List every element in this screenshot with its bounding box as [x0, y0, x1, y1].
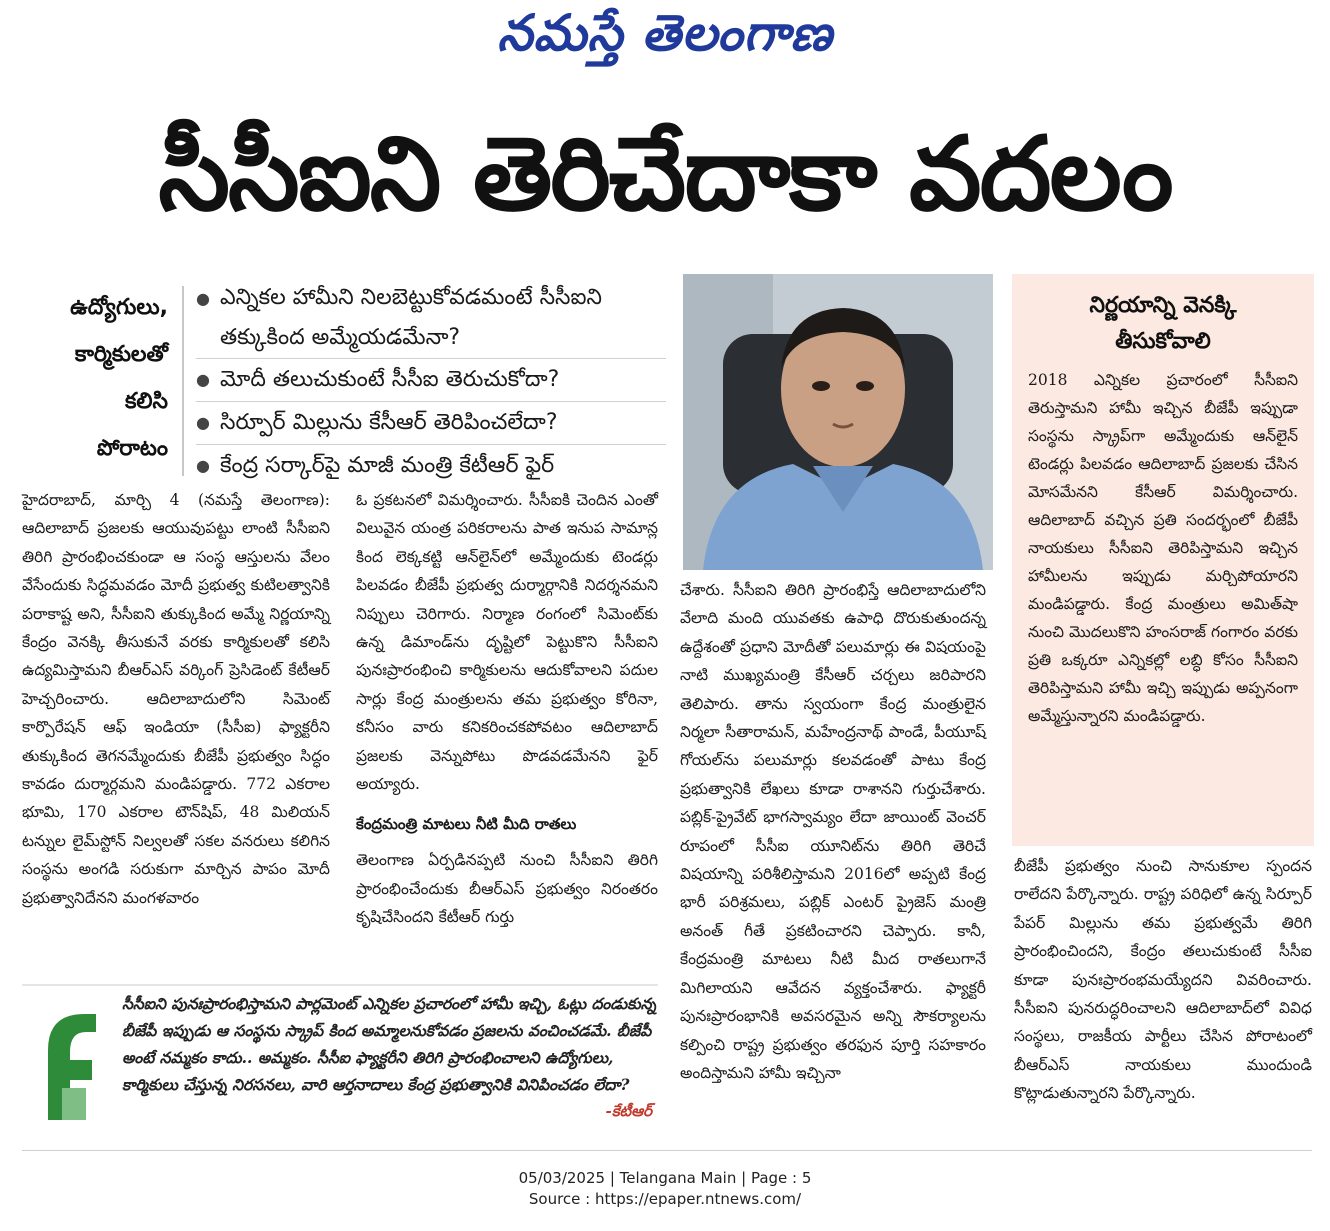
bullet-dot-icon: ● [196, 413, 210, 432]
sidebar-body: 2018 ఎన్నికల ప్రచారంలో సీసీఐని తెరుస్తామని హామీ ఇచ్చిన బీజేపీ ఇప్పుడా సంస్థను స్క్రాప్‌గా అమ్మేందుకు ఆన్‌లైన్ టెండర్లు పిలవడం ఆదిలాబాద్ ప్రజలకు చేసిన మోసమేనని కేసీఆర్ విమర్శించారు. ఆదిలాబాద్ వచ్చిన ప్రతి సందర్భంలో బీజేపీ నాయకులు సీసీఐని తెరిపిస్తామని ఇచ్చిన హామీలను ఇప్పుడు మర్చిపోయారని మండిపడ్డారు. కేంద్ర మంత్రులు అమిత్‌షా నుంచి మొదలుకొని హంసరాజ్ గంగారం వరకు ప్రతి ఒక్కరూ ఎన్నికల్లో లబ్ధి కోసం సీసీఐని తెరిపిస్తామని హామీ ఇచ్చి ఇప్పుడు అప్పనంగా అమ్మేస్తున్నారని మండిపడ్డారు. [1028, 371, 1298, 725]
bullet-text: ఎన్నికల హామీని నిలబెట్టుకోవడమంటే సీసీఐని తక్కుకింద అమ్మేయడమేనా? [220, 285, 602, 350]
footer-date-line: 05/03/2025 | Telangana Main | Page : 5 [518, 1169, 812, 1187]
article-paragraph: బీజేపీ ప్రభుత్వం నుంచి సానుకూల స్పందన రాలేదని పేర్కొన్నారు. రాష్ట్ర పరిధిలో ఉన్న సిర్పూర్ పేపర్ మిల్లును తమ ప్రభుత్వమే తిరిగి ప్రారంభించిందని, కేంద్రం తలుచుకుంటే సీసీఐ కూడా పునఃప్రారంభమయ్యేదని వివరించారు. సీసీఐని పునరుద్ధరించాలని ఆదిలాబాద్‌లో వివిధ సంస్థలు, రాజకీయ పార్టీలు చేసిన పోరాటంలో బీఆర్ఎస్ నాయకులు ముందుండి కొట్లాడుతున్నారని పేర్కొన్నారు. [1014, 857, 1312, 1103]
article-paragraph: ఓ ప్రకటనలో విమర్శించారు. సీసీఐకి చెందిన ఎంతో విలువైన యంత్ర పరికరాలను పాత ఇనుప సామాన్ల కింద లెక్కకట్టి ఆన్‌లైన్‌లో అమ్మేందుకు టెండర్లు పిలవడం బీజేపీ ప్రభుత్వ దుర్మార్గానికి నిదర్శనమని నిప్పులు చెరిగారు. నిర్మాణ రంగంలో సిమెంట్‌కు ఉన్న డిమాండ్‌ను దృష్టిలో పెట్టుకొని సీసీఐని పునఃప్రారంభించి కార్మికులను ఆదుకోవాలని పదుల సార్లు కేంద్ర మంత్రులను తమ ప్రభుత్వం కోరినా, కనీసం వారు కనికరించకపోవటం ఆదిలాబాద్ ప్రజలకు వెన్నుపోటు పొడవడమేనని ఫైర్ అయ్యారు. [356, 491, 658, 794]
quote-text: సీసీఐని పునఃప్రారంభిస్తామని పార్లమెంట్ ఎన్నికల ప్రచారంలో హామీ ఇచ్చి, ఓట్లు దండుకున్న బీజేపీ ఇప్పుడు ఆ సంస్థను స్క్రాప్ కింద అమ్మాలనుకోవడం ప్రజలను వంచించడమే. బీజేపీ అంటే నమ్మకం కాదు.. అమ్మకం. సీసీఐ ఫ్యాక్టరీని తిరిగి ప్రారంభించాలని ఉద్యోగులు, కార్మికులు చేస్తున్న నిరసనలు, వారి ఆర్తనాదాలు కేంద్ర ప్రభుత్వానికి వినిపించడం లేదా? [122, 994, 657, 1094]
article-column-3 [680, 576, 986, 1087]
article-column-2 [356, 486, 658, 932]
article-subhead: కేంద్రమంత్రి మాటలు నీటి మీది రాతలు [356, 815, 577, 834]
kicker-divider [182, 286, 184, 476]
kicker [18, 284, 168, 472]
bullet-text: మోదీ తలుచుకుంటే సీసీఐ తెరుచుకోదా? [220, 367, 560, 392]
article-column-4 [1014, 852, 1312, 1108]
bullet-dot-icon: ● [196, 289, 210, 308]
sidebar-title-line: తీసుకోవాలి [1115, 329, 1211, 354]
bullet-item [196, 445, 666, 487]
pull-quote [22, 990, 662, 1140]
quote-mark-icon [40, 1010, 100, 1120]
kicker-line: పోరాటం [96, 436, 168, 461]
sidebar-box [1012, 274, 1314, 846]
masthead-logo: నమస్తే తెలంగాణ [497, 4, 833, 62]
headline: సీసీఐని తెరిచేదాకా వదలం [158, 115, 1172, 234]
bullet-text: కేంద్ర సర్కార్‌పై మాజీ మంత్రి కేటీఆర్ ఫైర్ [220, 453, 555, 478]
quote-author: -కేటీఆర్ [605, 1102, 652, 1120]
bullet-item [196, 278, 666, 359]
article-photo [683, 274, 993, 570]
article-paragraph: చేశారు. సీసీఐని తిరిగి ప్రారంభిస్తే ఆదిలాబాదులోని వేలాది మంది యువతకు ఉపాధి దొరుకుతుందన్న ఉద్దేశంతో ప్రధాని మోదీతో పలుమార్లు ఈ విషయంపై నాటి ముఖ్యమంత్రి కేసీఆర్ చర్చలు జరిపారని తెలిపారు. తాను స్వయంగా కేంద్ర మంత్రులైన నిర్మలా సీతారామన్, మహేంద్రనాథ్ పాండే, పీయూష్ గోయల్‌ను పలుమార్లు కలవడంతో పాటు కేంద్ర ప్రభుత్వానికి లేఖలు కూడా రాశానని గుర్తుచేశారు. పబ్లిక్-ప్రైవేట్ భాగస్వామ్యం లేదా జాయింట్ వెంచర్ రూపంలో సీసీఐ యూనిట్‌ను తిరిగి తెరిచే విషయాన్ని పరిశీలిస్తామని 2016లో అప్పటి కేంద్ర భారీ పరిశ్రమలు, పబ్లిక్ ఎంటర్ ప్రైజెస్ మంత్రి అనంత్ గీతే ప్రకటించారని చెప్పారు. కానీ, కేంద్రమంత్రి మాటలు నీటి మీద రాతలుగానే మిగిలాయని ఆవేదన వ్యక్తంచేశారు. ఫ్యాక్టరీ పునఃప్రారంభానికి అవసరమైన అన్ని సౌకర్యాలను కల్పించి రాష్ట్ర ప్రభుత్వం తరఫున పూర్తి సహకారం అందిస్తామని హామీ ఇచ్చినా [680, 581, 986, 1082]
footer [0, 1168, 1330, 1210]
article-paragraph: హైదరాబాద్, మార్చి 4 (నమస్తే తెలంగాణ): ఆదిలాబాద్ ప్రజలకు ఆయువుపట్టు లాంటి సీసీఐని తిరిగి ప్రారంభించకుండా ఆ సంస్థ ఆస్తులను వేలం వేసేందుకు సిద్ధమవడం మోదీ ప్రభుత్వ కుటిలత్వానికి పరాకాష్ట అని, సీసీఐని తుక్కుకింద అమ్మే నిర్ణయాన్ని కేంద్రం వెనక్కి తీసుకునే వరకు కార్మికులతో కలిసి ఉద్యమిస్తామని బీఆర్ఎస్ వర్కింగ్ ప్రెసిడెంట్ కేటీఆర్ హెచ్చరించారు. ఆదిలాబాదులోని సిమెంట్ కార్పొరేషన్ ఆఫ్ ఇండియా (సీసీఐ) ఫ్యాక్టరీని తుక్కుకింద తెగనమ్మేందుకు బీజేపీ ప్రభుత్వం సిద్ధం కావడం దుర్మార్గమని మండిపడ్డారు. 772 ఎకరాల భూమి, 170 ఎకరాల టౌన్‌షిప్, 48 మిలియన్ టన్నుల లైమ్‌స్టోన్ నిల్వలతో సకల వనరులు కలిగిన సంస్థను అంగడి సరుకుగా మార్చిన పాపం మోదీ ప్రభుత్వానిదేనని మంగళవారం [22, 491, 330, 907]
sidebar-title [1028, 288, 1298, 360]
masthead [0, 0, 1330, 86]
bullet-dot-icon: ● [196, 456, 210, 475]
bullet-text: సిర్పూర్ మిల్లును కేసీఆర్ తెరిపించలేదా? [220, 410, 558, 435]
bullet-item [196, 402, 666, 445]
bullet-dot-icon: ● [196, 370, 210, 389]
quote-divider [22, 984, 658, 986]
footer-divider [22, 1150, 1312, 1151]
bullet-item [196, 359, 666, 402]
kicker-line: కలిసి [124, 389, 168, 414]
footer-source-line: Source : https://epaper.ntnews.com/ [528, 1190, 802, 1208]
article-column-1 [22, 486, 330, 912]
highlight-bullets [196, 278, 666, 487]
kicker-line: ఉద్యోగులు, [70, 295, 168, 320]
article-paragraph: తెలంగాణ ఏర్పడినప్పటి నుంచి సీసీఐని తిరిగి ప్రారంభించేందుకు బీఆర్ఎస్ ప్రభుత్వం నిరంతరం కృషిచేసిందని కేటీఆర్ గుర్తు [356, 851, 658, 927]
sidebar-title-line: నిర్ణయాన్ని వెనక్కి [1089, 293, 1237, 318]
portrait-illustration [683, 274, 993, 570]
kicker-line: కార్మికులతో [74, 342, 168, 367]
